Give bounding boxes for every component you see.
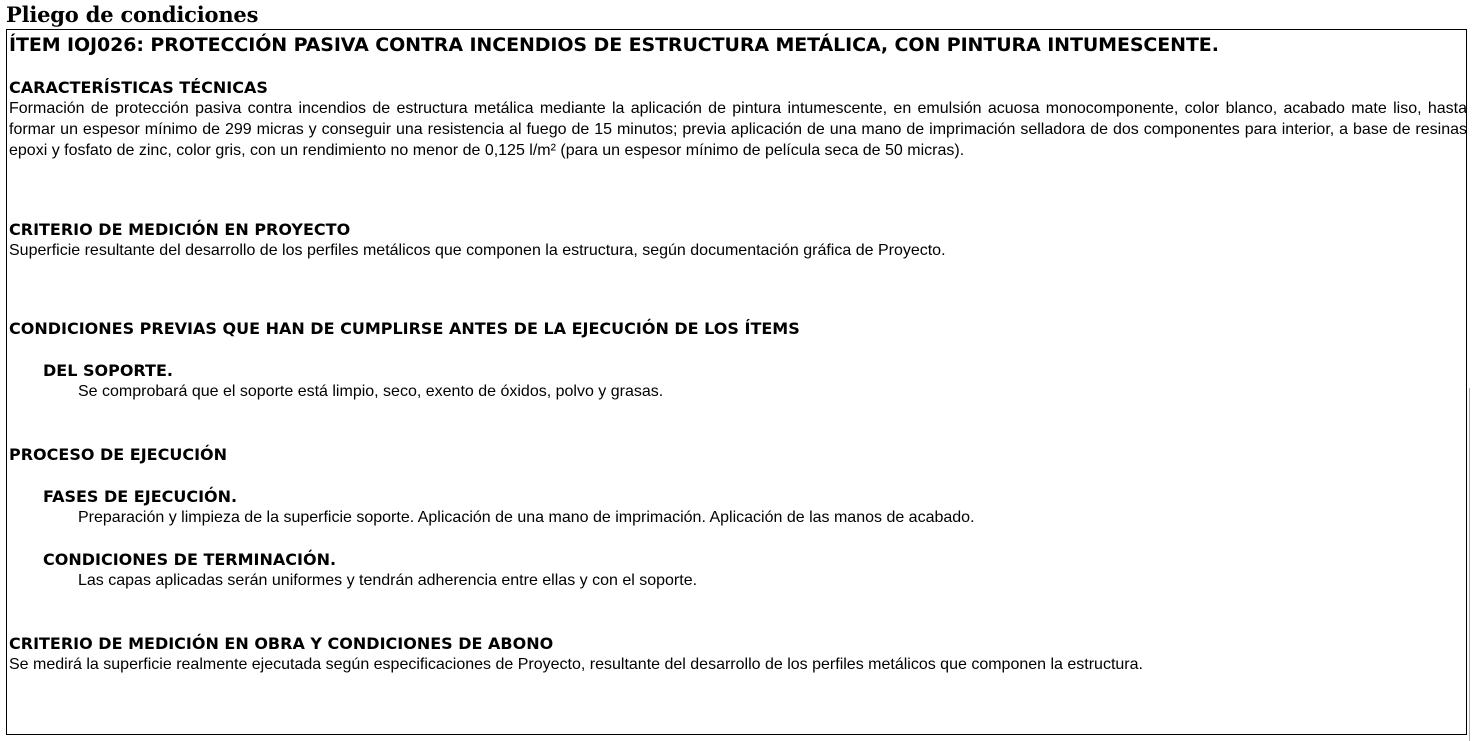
criterio-obra-heading: CRITERIO DE MEDICIÓN EN OBRA Y CONDICIONES DE ABONO — [9, 634, 554, 653]
item-title: ÍTEM IOJ026: PROTECCIÓN PASIVA CONTRA INCENDIOS DE ESTRUCTURA METÁLICA, CON PINTURA INTUMESCENTE. — [9, 34, 1219, 56]
caracteristicas-heading: CARACTERÍSTICAS TÉCNICAS — [9, 78, 268, 97]
window-edge — [1469, 388, 1470, 741]
criterio-proyecto-text: Superficie resultante del desarrollo de los perfiles metálicos que componen la estructura, según documentación gráfica de Proyecto. — [9, 242, 946, 259]
terminacion-text: Las capas aplicadas serán uniformes y tendrán adherencia entre ellas y con el soporte. — [78, 572, 698, 589]
soporte-text: Se comprobará que el soporte está limpio, seco, exento de óxidos, polvo y grasas. — [78, 383, 664, 400]
condiciones-previas-heading: CONDICIONES PREVIAS QUE HAN DE CUMPLIRSE ANTES DE LA EJECUCIÓN DE LOS ÍTEMS — [9, 319, 800, 338]
criterio-proyecto-heading: CRITERIO DE MEDICIÓN EN PROYECTO — [9, 220, 351, 239]
page-title: Pliego de condiciones — [6, 2, 259, 27]
criterio-obra-text: Se medirá la superficie realmente ejecutada según especificaciones de Proyecto, resultante del desarrollo de los perfiles metálicos que componen la estructura. — [9, 656, 1143, 673]
proceso-heading: PROCESO DE EJECUCIÓN — [9, 445, 228, 464]
soporte-heading: DEL SOPORTE. — [43, 361, 173, 380]
fases-text: Preparación y limpieza de la superficie soporte. Aplicación de una mano de imprimación. Aplicación de las manos de acabado. — [78, 509, 975, 526]
fases-heading: FASES DE EJECUCIÓN. — [43, 487, 238, 506]
caracteristicas-text: Formación de protección pasiva contra incendios de estructura metálica mediante la aplicación de pintura intumescente, en emulsión acuosa monocomponente, color blanco, acabado mate liso, hasta formar un espesor mínimo de 299 micras y conseguir una resistencia al fuego de 15 minutos; previa aplicación de una mano de imprimación selladora de dos componentes para interior, a base de resinas epoxi y fosfato de zinc, color gris, con un rendimiento no menor de 0,125 l/m² (para un espesor mínimo de película seca de 50 micras). — [9, 100, 1467, 159]
terminacion-heading: CONDICIONES DE TERMINACIÓN. — [43, 550, 337, 569]
